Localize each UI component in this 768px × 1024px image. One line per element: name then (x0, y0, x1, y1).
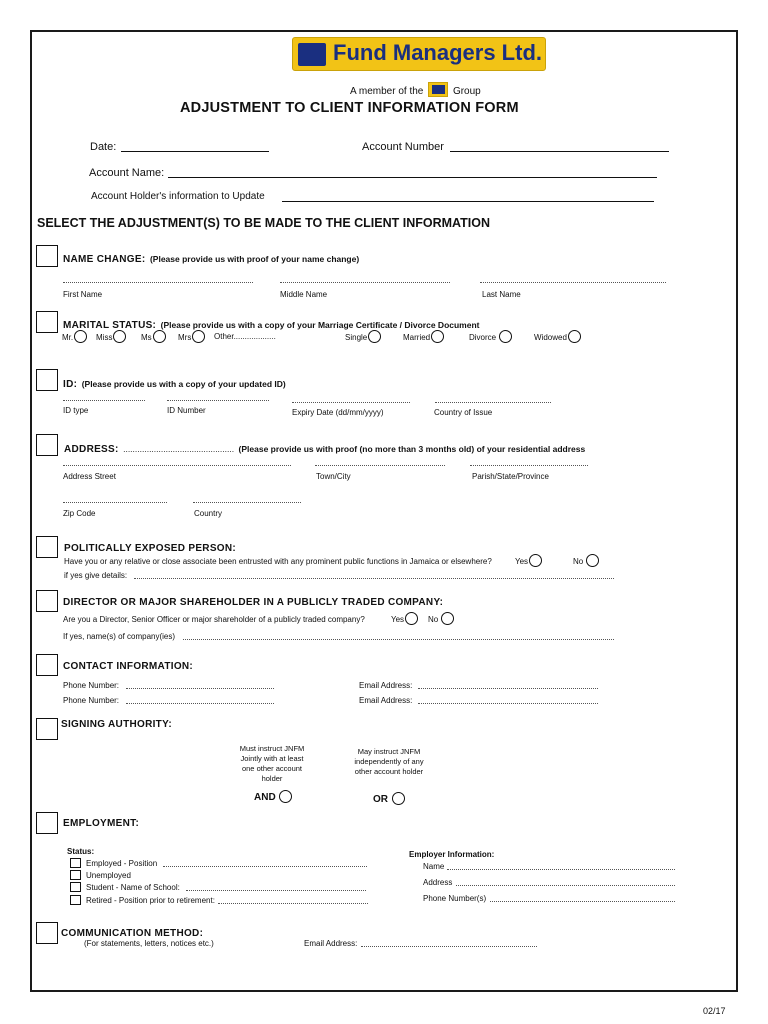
town-city-label: Town/City (316, 472, 351, 481)
student-option[interactable] (70, 882, 180, 892)
option-label: Married (403, 333, 431, 342)
signing-jointly-text: Must instruct JNFM Jointly with at least one other account holder (239, 744, 305, 783)
name-change-header (63, 249, 359, 267)
company-logo (292, 37, 546, 71)
phone1-label: Phone Number: (63, 681, 120, 690)
employed-position-field[interactable] (163, 866, 367, 867)
phone2-field[interactable] (126, 703, 274, 704)
radio-icon (192, 330, 205, 343)
holder-info-label: Account Holder's information to Update (91, 191, 265, 202)
jn-logo-icon (298, 43, 326, 66)
communication-note: (For statements, letters, notices etc.) (84, 939, 214, 948)
zip-code-field[interactable] (63, 502, 167, 503)
communication-checkbox[interactable] (36, 922, 58, 944)
director-yes-option[interactable] (391, 612, 418, 625)
retired-position-field[interactable] (218, 903, 368, 904)
radio-icon (529, 554, 542, 567)
radio-icon (113, 330, 126, 343)
status-label: Status: (67, 847, 95, 856)
country-label: Country (194, 509, 223, 518)
employed-option[interactable] (70, 858, 157, 868)
employer-phone-label: Phone Number(s) (423, 894, 487, 903)
holder-info-field[interactable] (282, 201, 654, 202)
marital-opt-single[interactable] (345, 330, 381, 343)
marital-opt-mrs[interactable] (178, 330, 205, 343)
director-no-option[interactable] (428, 612, 454, 625)
pep-no-option[interactable] (573, 554, 599, 567)
radio-icon (279, 790, 292, 803)
director-checkbox[interactable] (36, 590, 58, 612)
option-label: Employed - Position (86, 859, 158, 868)
select-heading: SELECT THE ADJUSTMENT(S) TO BE MADE TO THE CLIENT INFORMATION (37, 216, 491, 230)
radio-icon (568, 330, 581, 343)
parish-field[interactable] (470, 465, 588, 466)
radio-icon (368, 330, 381, 343)
account-name-label: Account Name: (89, 167, 165, 179)
id-title: ID: (63, 379, 78, 390)
account-number-label: Account Number (362, 141, 444, 153)
id-type-field[interactable] (63, 400, 145, 401)
address-note: (Please provide us with proof (no more than 3 months old) of your residential address (238, 444, 586, 454)
option-label: Unemployed (86, 871, 131, 880)
address-street-label: Address Street (63, 472, 116, 481)
middle-name-label: Middle Name (280, 290, 328, 299)
marital-opt-miss[interactable] (96, 330, 126, 343)
middle-name-field[interactable] (280, 282, 450, 283)
option-label: AND (254, 792, 276, 803)
id-type-label: ID type (63, 406, 89, 415)
option-label: Yes (391, 615, 405, 624)
marital-status-checkbox[interactable] (36, 311, 58, 333)
id-note: (Please provide us with a copy of your updated ID) (81, 379, 286, 389)
option-label: Miss (96, 333, 113, 342)
employer-name-field[interactable] (447, 869, 675, 870)
member-text: A member of the (350, 86, 424, 97)
marital-opt-married[interactable] (403, 330, 444, 343)
signing-title: SIGNING AUTHORITY: (61, 719, 172, 730)
option-label: Widowed (534, 333, 567, 342)
marital-opt-divorce[interactable] (469, 330, 512, 343)
signing-independently-text: May instruct JNFM independently of any other account holder (354, 747, 424, 776)
marital-opt-other[interactable]: Other................... (214, 332, 276, 341)
employer-address-label: Address (423, 878, 453, 887)
unemployed-option[interactable] (70, 870, 131, 880)
option-label: Yes (515, 557, 529, 566)
group-text: Group (452, 86, 481, 97)
option-label: Ms (141, 333, 152, 342)
signing-checkbox[interactable] (36, 718, 58, 740)
radio-icon (586, 554, 599, 567)
director-names-label: If yes, name(s) of company(ies) (63, 632, 176, 641)
checkbox-icon (70, 882, 81, 892)
contact-title: CONTACT INFORMATION: (63, 661, 194, 672)
member-line (350, 82, 481, 97)
form-code: 02/17 (703, 1006, 726, 1016)
marital-note: (Please provide us with a copy of your Marriage Certificate / Divorce Document (160, 320, 480, 330)
pep-details-field[interactable] (134, 578, 614, 579)
contact-checkbox[interactable] (36, 654, 58, 676)
last-name-label: Last Name (482, 290, 521, 299)
employment-checkbox[interactable] (36, 812, 58, 834)
name-change-title: NAME CHANGE: (63, 254, 146, 265)
school-name-field[interactable] (186, 890, 366, 891)
country-field[interactable] (193, 502, 301, 503)
phone2-label: Phone Number: (63, 696, 120, 705)
country-of-issue-field[interactable] (435, 402, 551, 403)
checkbox-icon (70, 870, 81, 880)
radio-icon (392, 792, 405, 805)
option-label: Student - Name of School: (86, 883, 180, 892)
id-checkbox[interactable] (36, 369, 58, 391)
option-label: Divorce (469, 333, 497, 342)
address-street-field[interactable] (63, 465, 291, 466)
marital-opt-widowed[interactable] (534, 330, 581, 343)
radio-icon (441, 612, 454, 625)
account-number-field[interactable] (450, 151, 669, 152)
email1-label: Email Address: (359, 681, 413, 690)
radio-icon (431, 330, 444, 343)
email2-field[interactable] (418, 703, 598, 704)
director-title: DIRECTOR OR MAJOR SHAREHOLDER IN A PUBLICLY TRADED COMPANY: (63, 597, 444, 608)
id-number-field[interactable] (167, 400, 269, 401)
pep-title: POLITICALLY EXPOSED PERSON: (64, 543, 237, 554)
marital-opt-mr[interactable] (62, 330, 87, 343)
email2-label: Email Address: (359, 696, 413, 705)
email1-field[interactable] (418, 688, 598, 689)
option-label: No (573, 557, 584, 566)
pep-details-label: if yes give details: (64, 571, 128, 580)
id-header (63, 374, 286, 392)
option-label: Single (345, 333, 368, 342)
marital-opt-ms[interactable] (141, 330, 166, 343)
employment-title: EMPLOYMENT: (63, 818, 140, 829)
pep-yes-option[interactable] (515, 554, 542, 567)
communication-title: COMMUNICATION METHOD: (61, 928, 204, 939)
radio-icon (153, 330, 166, 343)
date-label: Date: (90, 141, 117, 153)
communication-email-field[interactable] (361, 946, 537, 947)
radio-icon (499, 330, 512, 343)
employer-info-label: Employer Information: (409, 850, 495, 859)
expiry-date-label: Expiry Date (dd/mm/yyyy) (292, 408, 384, 417)
option-label: No (428, 615, 439, 624)
first-name-label: First Name (63, 290, 103, 299)
first-name-field[interactable] (63, 282, 253, 283)
employer-name-label: Name (423, 862, 445, 871)
town-city-field[interactable] (315, 465, 445, 466)
zip-code-label: Zip Code (63, 509, 96, 518)
option-label: Retired - Position prior to retirement: (86, 896, 215, 905)
option-label: OR (373, 794, 388, 805)
id-number-label: ID Number (167, 406, 206, 415)
last-name-field[interactable] (480, 282, 666, 283)
page-title: ADJUSTMENT TO CLIENT INFORMATION FORM (180, 100, 519, 116)
checkbox-icon (70, 858, 81, 868)
name-change-checkbox[interactable] (36, 245, 58, 267)
marital-title: MARITAL STATUS: (63, 320, 157, 331)
country-of-issue-label: Country of Issue (434, 408, 493, 417)
address-checkbox[interactable] (36, 434, 58, 456)
logo-text: Fund Managers Ltd. (333, 40, 542, 65)
option-label: Mrs (178, 333, 192, 342)
checkbox-icon (70, 895, 81, 905)
expiry-date-field[interactable] (292, 402, 410, 403)
account-name-field[interactable] (168, 177, 657, 178)
radio-icon (74, 330, 87, 343)
signing-or-option[interactable] (373, 792, 405, 805)
pep-question: Have you or any relative or close associate been entrusted with any prominent public functions in Jamaica or elsewhere? (64, 557, 492, 566)
name-change-note: (Please provide us with proof of your name change) (149, 254, 360, 264)
phone1-field[interactable] (126, 688, 274, 689)
address-header (64, 439, 585, 457)
director-question: Are you a Director, Senior Officer or major shareholder of a publicly traded company? (63, 615, 365, 624)
employer-phone-field[interactable] (490, 901, 675, 902)
parish-label: Parish/State/Province (472, 472, 549, 481)
address-title: ADDRESS: (64, 444, 119, 455)
retired-option[interactable] (70, 895, 215, 905)
address-dots: ............................................... (123, 444, 235, 454)
radio-icon (405, 612, 418, 625)
signing-and-option[interactable] (254, 790, 292, 803)
employer-address-field[interactable] (456, 885, 675, 886)
director-names-field[interactable] (183, 639, 614, 640)
communication-email-label: Email Address: (304, 939, 358, 948)
option-label: Mr. (62, 333, 74, 342)
pep-checkbox[interactable] (36, 536, 58, 558)
date-field[interactable] (121, 151, 269, 152)
jn-group-icon (428, 82, 448, 97)
